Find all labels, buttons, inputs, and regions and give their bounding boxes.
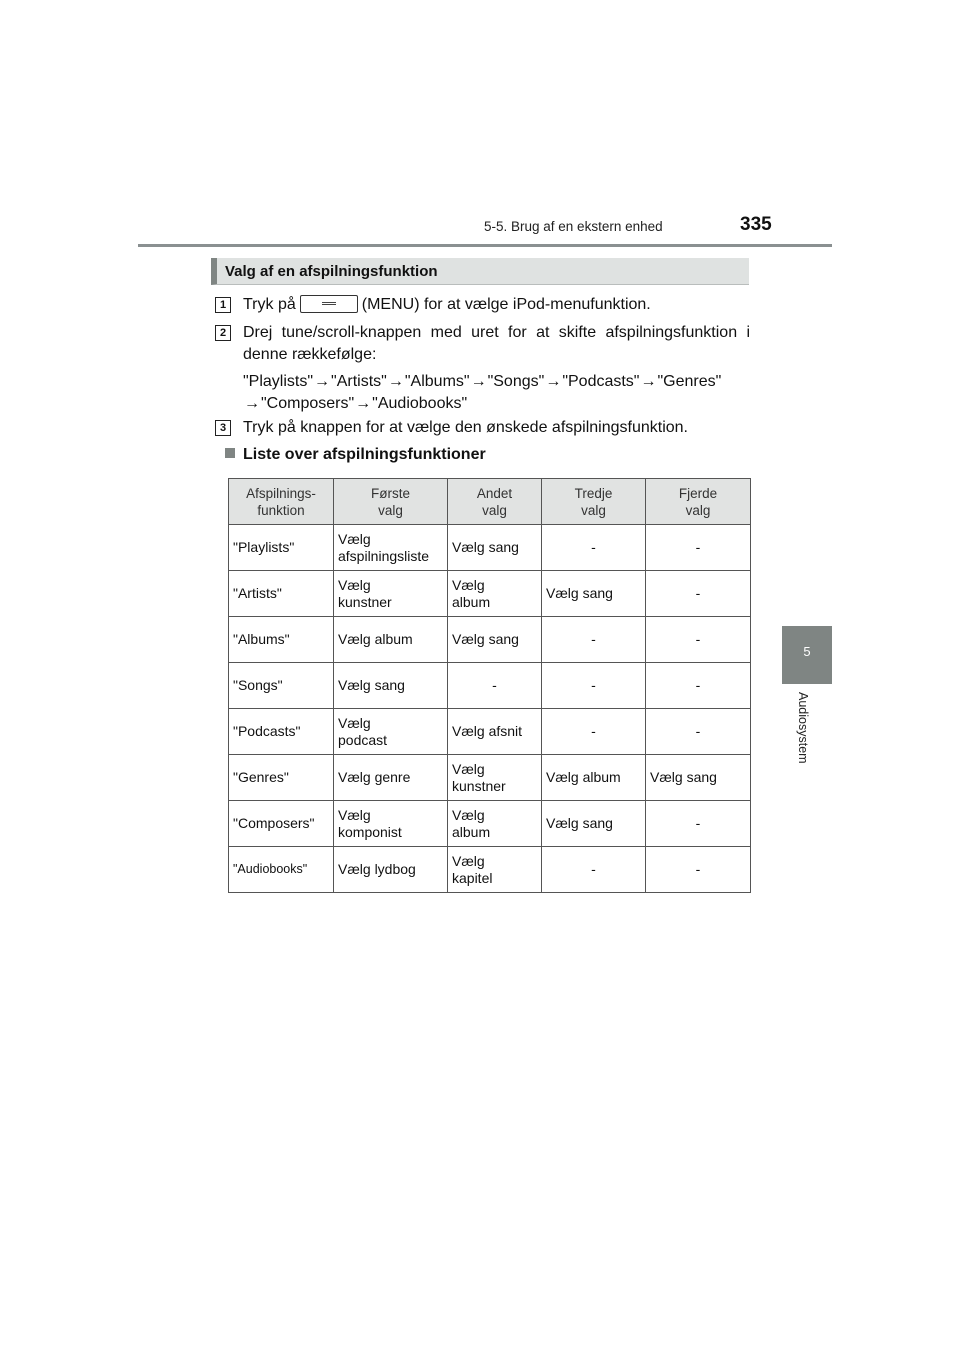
table-cell: -: [542, 847, 646, 893]
table-row: [229, 571, 751, 617]
mode-sequence-item: "Genres": [657, 373, 722, 390]
table-cell: Vælg sang: [542, 571, 646, 617]
arrow-right-icon: →: [387, 373, 404, 390]
mode-sequence: [243, 371, 750, 415]
table-cell: Vælg lydbog: [334, 847, 448, 893]
table-cell: "Songs": [229, 663, 334, 709]
table-cell: -: [646, 525, 751, 571]
table-row: [229, 663, 751, 709]
table-cell: Vælg afsnit: [448, 709, 542, 755]
table-cell: "Genres": [229, 755, 334, 801]
table-row: [229, 847, 751, 893]
table-cell: Vælg podcast: [334, 709, 448, 755]
step-1-text-after: (MENU) for at vælge iPod-menufunktion.: [361, 296, 651, 313]
table-cell: Vælg kapitel: [448, 847, 542, 893]
table-cell: Vælg komponist: [334, 801, 448, 847]
step-number-2: 2: [215, 325, 231, 341]
playback-mode-table: [228, 478, 751, 893]
step-number-3: 3: [215, 420, 231, 436]
table-row: [229, 525, 751, 571]
table-row: [229, 709, 751, 755]
table-cell: -: [646, 847, 751, 893]
table-cell: -: [646, 617, 751, 663]
mode-sequence-item: "Albums": [404, 373, 470, 390]
table-cell: Vælg sang: [448, 525, 542, 571]
table-cell: Vælg album: [448, 801, 542, 847]
arrow-right-icon: →: [545, 373, 562, 390]
table-cell: -: [646, 801, 751, 847]
table-cell: -: [646, 709, 751, 755]
menu-button-icon: [300, 295, 358, 313]
table-cell: Vælg sang: [542, 801, 646, 847]
mode-sequence-item: "Podcasts": [562, 373, 640, 390]
list-subheading: [225, 446, 486, 464]
table-body: [229, 525, 751, 893]
chapter-tab-label: Audiosystem: [796, 692, 810, 764]
chapter-tab: [782, 626, 832, 684]
arrow-right-icon: →: [470, 373, 487, 390]
arrow-right-icon: →: [244, 395, 260, 412]
table-cell: -: [646, 663, 751, 709]
mode-sequence-item: "Composers": [261, 395, 355, 412]
page-header-section: 5-5. Brug af en ekstern enhed: [484, 219, 663, 234]
arrow-right-icon: →: [355, 395, 372, 412]
arrow-right-icon: →: [640, 373, 657, 390]
list-subheading-text: Liste over afspilningsfunktioner: [243, 446, 486, 463]
table-cell: "Composers": [229, 801, 334, 847]
table-cell: Vælg kunstner: [448, 755, 542, 801]
table-header-row: [229, 479, 751, 525]
header-rule: [138, 244, 832, 247]
table-header-cell: Andet valg: [448, 479, 542, 525]
mode-sequence-item: "Audiobooks": [372, 395, 468, 412]
table-cell: Vælg sang: [334, 663, 448, 709]
table-cell: Vælg album: [542, 755, 646, 801]
table-cell: "Artists": [229, 571, 334, 617]
table-cell: Vælg album: [334, 617, 448, 663]
table-row: [229, 801, 751, 847]
table-cell: "Playlists": [229, 525, 334, 571]
mode-sequence-item: "Songs": [487, 373, 545, 390]
step-2-line-2: denne rækkefølge:: [243, 346, 377, 363]
step-3-text: Tryk på knappen for at vælge den ønskede afspilningsfunktion.: [243, 419, 688, 436]
step-1-text-before: Tryk på: [243, 296, 296, 313]
chapter-tab-number: 5: [803, 644, 811, 659]
bullet-square-icon: [225, 448, 235, 458]
table-row: [229, 755, 751, 801]
table-cell: Vælg sang: [646, 755, 751, 801]
table-cell: -: [448, 663, 542, 709]
table-cell: Vælg album: [448, 571, 542, 617]
table-cell: -: [542, 525, 646, 571]
table-cell: -: [542, 617, 646, 663]
section-heading-text: Valg af en afspilningsfunktion: [225, 263, 438, 280]
mode-sequence-item: "Playlists": [243, 373, 314, 390]
table-header-cell: Første valg: [334, 479, 448, 525]
step-number-1: 1: [215, 297, 231, 313]
table-header-cell: Fjerde valg: [646, 479, 751, 525]
section-heading: [211, 258, 749, 285]
table-cell: "Podcasts": [229, 709, 334, 755]
table-header-cell: Afspilnings- funktion: [229, 479, 334, 525]
table-cell: -: [542, 663, 646, 709]
table-cell: Vælg genre: [334, 755, 448, 801]
arrow-right-icon: →: [314, 373, 331, 390]
step-2-line-1: Drej tune/scroll-knappen med uret for at skifte afspilningsfunktion i: [243, 324, 750, 341]
mode-sequence-item: "Artists": [331, 373, 387, 390]
table-cell: Vælg afspilningsliste: [334, 525, 448, 571]
table-cell: -: [646, 571, 751, 617]
table-cell: Vælg kunstner: [334, 571, 448, 617]
table-cell: "Albums": [229, 617, 334, 663]
table-row: [229, 617, 751, 663]
table-cell: "Audiobooks": [229, 847, 334, 893]
table-header-cell: Tredje valg: [542, 479, 646, 525]
table-cell: -: [542, 709, 646, 755]
table-cell: Vælg sang: [448, 617, 542, 663]
page-number: 335: [740, 214, 772, 235]
step-1-text: [243, 294, 750, 316]
